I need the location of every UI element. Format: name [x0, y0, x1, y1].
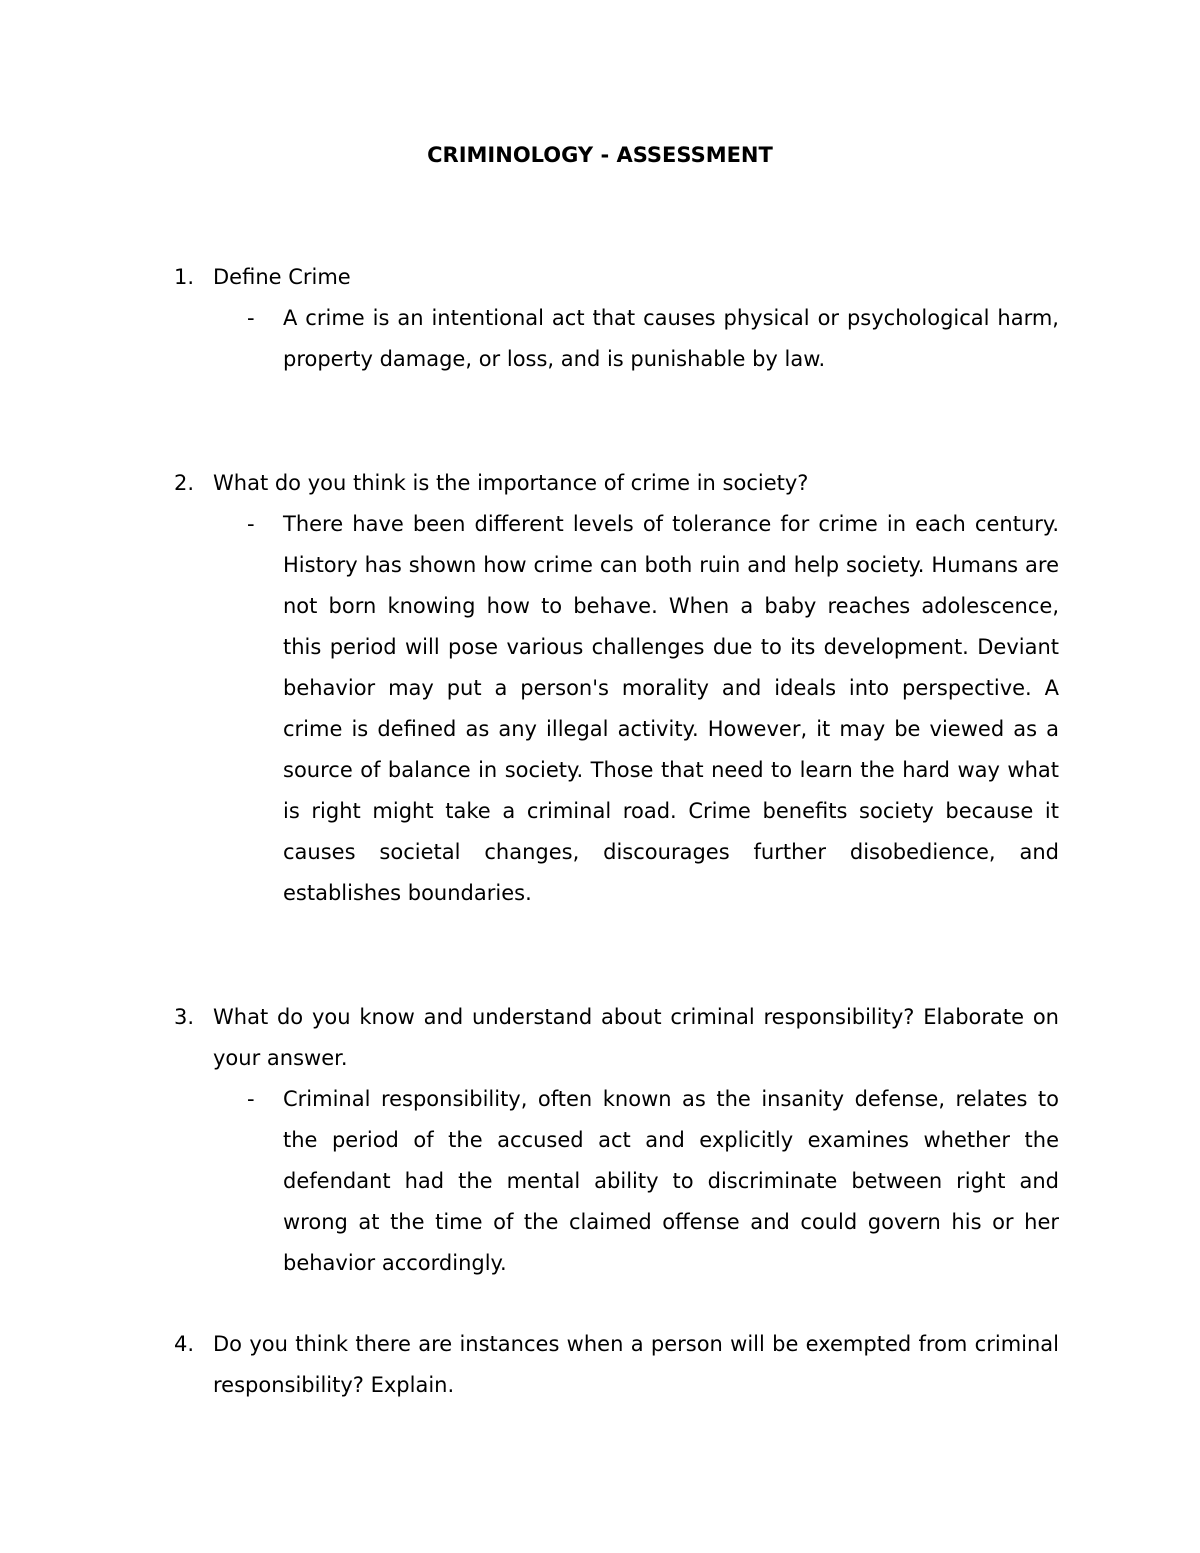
- question-text: Define Crime: [213, 265, 351, 289]
- answer-block: [247, 298, 1059, 380]
- question-number: 4.: [174, 1332, 195, 1356]
- page-title: CRIMINOLOGY - ASSESSMENT: [427, 143, 773, 167]
- answer-bullet: -: [247, 512, 255, 536]
- question-number: 2.: [174, 471, 195, 495]
- answer-block: [247, 1079, 1059, 1284]
- question-1: [174, 257, 1059, 380]
- question-4: [174, 1324, 1059, 1406]
- answer-text: There have been different levels of tolerance for crime in each century. History has shown how crime can both ruin and help society. Humans are not born knowing how to behave. When a baby reaches adolescence, this period will pose various challenges due to its development. Deviant behavior may put a person's morality and ideals into perspective. A crime is defined as any illegal activity. However, it may be viewed as a source of balance in society. Those that need to learn the hard way what is right might take a criminal road. Crime benefits society because it causes societal changes, discourages further disobedience, and establishes boundaries.: [283, 512, 1059, 905]
- answer-text: Criminal responsibility, often known as the insanity defense, relates to the period of the accused act and explicitly examines whether the defendant had the mental ability to discriminate between right and wrong at the time of the claimed offense and could govern his or her behavior accordingly.: [283, 1087, 1059, 1275]
- question-number: 3.: [174, 1005, 195, 1029]
- question-text: What do you think is the importance of crime in society?: [213, 471, 809, 495]
- question-text: What do you know and understand about criminal responsibility? Elaborate on your answer.: [213, 1005, 1059, 1070]
- question-2: [174, 463, 1059, 914]
- answer-bullet: -: [247, 306, 255, 330]
- answer-block: [247, 504, 1059, 914]
- question-text: Do you think there are instances when a person will be exempted from criminal responsibility? Explain.: [213, 1332, 1059, 1397]
- question-3: [174, 997, 1059, 1284]
- answer-bullet: -: [247, 1087, 255, 1111]
- answer-text: A crime is an intentional act that causes physical or psychological harm, property damage, or loss, and is punishable by law.: [283, 306, 1059, 371]
- question-number: 1.: [174, 265, 195, 289]
